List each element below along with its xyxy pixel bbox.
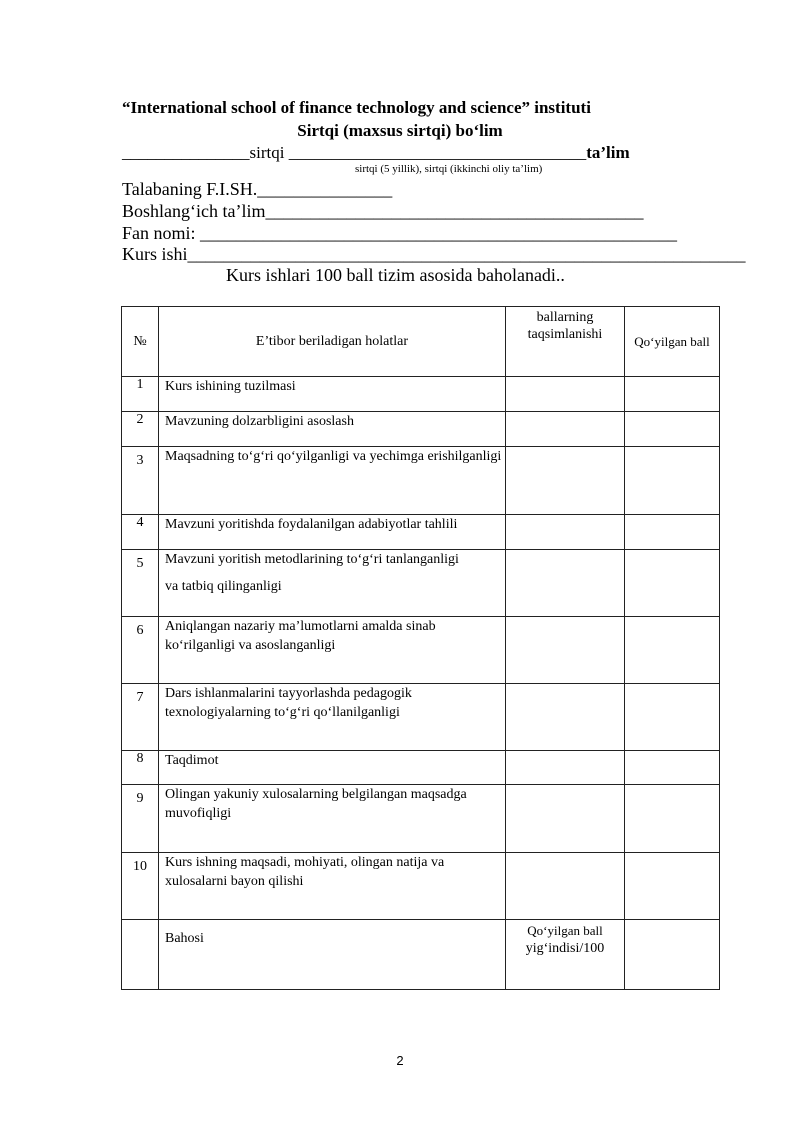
distribution-cell[interactable]	[506, 412, 625, 447]
awarded-cell[interactable]	[625, 550, 720, 617]
table-row	[122, 447, 720, 515]
distribution-cell[interactable]	[506, 684, 625, 751]
row-criterion-line1: Mavzuni yoritish metodlarining to‘g‘ri tanlanganligi	[165, 552, 459, 567]
coursework-field[interactable]: Kurs ishi______________________________________________________________	[122, 244, 746, 264]
awarded-cell[interactable]	[625, 751, 720, 785]
subject-field[interactable]: Fan nomi: _____________________________________________________	[122, 223, 678, 243]
table-row	[122, 412, 720, 447]
study-form-blank[interactable]: _______________	[122, 143, 250, 162]
row-num: 1	[122, 377, 159, 412]
row-num: 6	[122, 617, 159, 684]
total-num-cell	[122, 920, 159, 990]
header-criteria: E’tibor beriladigan holatlar	[159, 307, 506, 377]
row-num: 8	[122, 751, 159, 785]
program-field[interactable]: Boshlang‘ich ta’lim__________________________________________	[122, 201, 644, 221]
study-form-word: sirtqi	[249, 143, 285, 162]
table-row	[122, 751, 720, 785]
institute-title: “International school of finance technology and science” instituti	[122, 98, 591, 117]
header-num: №	[122, 307, 159, 377]
total-sum-label-line2: yig‘indisi/100	[525, 941, 605, 956]
study-type-hint: sirtqi (5 yillik), sirtqi (ikkinchi oliy ta’lim)	[355, 163, 543, 175]
total-label: Bahosi	[159, 920, 506, 990]
distribution-cell[interactable]	[506, 515, 625, 550]
awarded-cell[interactable]	[625, 412, 720, 447]
table-row	[122, 377, 720, 412]
awarded-cell[interactable]	[625, 377, 720, 412]
grading-note: Kurs ishlari 100 ball tizim asosida baholanadi..	[226, 265, 565, 285]
awarded-cell[interactable]	[625, 515, 720, 550]
row-num: 2	[122, 412, 159, 447]
table-row	[122, 515, 720, 550]
awarded-cell[interactable]	[625, 853, 720, 920]
awarded-cell[interactable]	[625, 617, 720, 684]
distribution-cell[interactable]	[506, 751, 625, 785]
distribution-cell[interactable]	[506, 377, 625, 412]
table-row	[122, 550, 720, 617]
table-row	[122, 785, 720, 853]
distribution-cell[interactable]	[506, 853, 625, 920]
row-criterion-line2: va tatbiq qilinganligi	[165, 579, 282, 594]
header-distribution: ballarning taqsimlanishi	[506, 307, 625, 377]
student-name-field[interactable]: Talabaning F.I.SH._______________	[122, 179, 393, 199]
distribution-cell[interactable]	[506, 785, 625, 853]
row-criterion: Mavzuni yoritishda foydalanilgan adabiyotlar tahlili	[159, 515, 506, 550]
total-row	[122, 920, 720, 990]
total-sum-label-line1: Qo‘yilgan ball	[527, 923, 603, 938]
study-type-suffix: ta’lim	[586, 143, 630, 162]
row-criterion: Taqdimot	[159, 751, 506, 785]
header-awarded: Qo‘yilgan ball	[625, 307, 720, 377]
distribution-cell[interactable]	[506, 447, 625, 515]
table-row	[122, 684, 720, 751]
row-criterion: Mavzuning dolzarbligini asoslash	[159, 412, 506, 447]
awarded-cell[interactable]	[625, 684, 720, 751]
row-criterion: Maqsadning to‘g‘ri qo‘yilganligi va yechimga erishilganligi	[159, 447, 506, 515]
distribution-cell[interactable]	[506, 550, 625, 617]
row-num: 4	[122, 515, 159, 550]
evaluation-table	[121, 306, 720, 990]
total-score-cell[interactable]	[625, 920, 720, 990]
row-criterion: Kurs ishining tuzilmasi	[159, 377, 506, 412]
row-criterion: Olingan yakuniy xulosalarning belgilangan maqsadga muvofiqligi	[159, 785, 506, 853]
row-num: 7	[122, 684, 159, 751]
table-row	[122, 853, 720, 920]
row-num: 5	[122, 550, 159, 617]
awarded-cell[interactable]	[625, 785, 720, 853]
row-criterion: Dars ishlanmalarini tayyorlashda pedagogik texnologiyalarning to‘g‘ri qo‘llanilganligi	[159, 684, 506, 751]
total-sum-label	[506, 920, 625, 990]
row-criterion: Aniqlangan nazariy ma’lumotlarni amalda sinab ko‘rilganligi va asoslanganligi	[159, 617, 506, 684]
row-criterion: Kurs ishning maqsadi, mohiyati, olingan natija va xulosalarni bayon qilishi	[159, 853, 506, 920]
awarded-cell[interactable]	[625, 447, 720, 515]
row-num: 3	[122, 447, 159, 515]
table-row	[122, 617, 720, 684]
row-num: 9	[122, 785, 159, 853]
table-header-row	[122, 307, 720, 377]
page-number: 2	[396, 1053, 404, 1068]
row-num: 10	[122, 853, 159, 920]
department-title: Sirtqi (maxsus sirtqi) bo‘lim	[297, 121, 503, 140]
study-type-blank[interactable]: ___________________________________	[284, 143, 587, 162]
distribution-cell[interactable]	[506, 617, 625, 684]
study-form-line	[122, 143, 630, 163]
row-criterion	[159, 550, 506, 617]
